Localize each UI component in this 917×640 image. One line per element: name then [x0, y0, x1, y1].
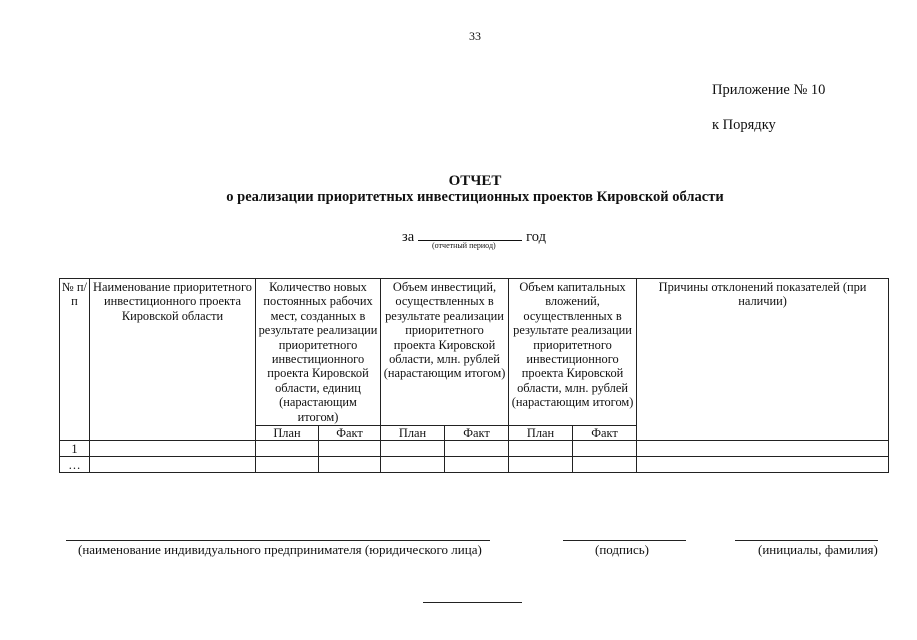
cell-jobs-fact[interactable]: [319, 441, 381, 457]
header-number: № п/п: [60, 279, 90, 441]
initials-caption: (инициалы, фамилия): [758, 542, 878, 557]
subheader-capital-fact: Факт: [573, 426, 637, 441]
page-number: 33: [469, 29, 481, 43]
cell-project-name[interactable]: [90, 457, 256, 473]
row-number: …: [60, 457, 90, 473]
cell-jobs-plan[interactable]: [256, 457, 319, 473]
cell-investments-plan[interactable]: [381, 457, 445, 473]
period-prefix: за: [402, 229, 415, 245]
header-new-jobs: Количество новых постоянных рабочих мест, созданных в результате реализации приоритетного инвестиционного проекта Кировской области, единиц (нарастающим итогом): [256, 279, 381, 426]
report-title: ОТЧЕТ: [448, 173, 502, 189]
appendix-reference: к Порядку: [712, 117, 776, 133]
cell-jobs-plan[interactable]: [256, 441, 319, 457]
header-capital-investments: Объем капитальных вложений, осуществленных в результате реализации приоритетного инвестиционного проекта Кировской области, млн. рублей (нарастающим итогом): [509, 279, 637, 426]
cell-project-name[interactable]: [90, 441, 256, 457]
cell-capital-fact[interactable]: [573, 457, 637, 473]
table-header-row: [60, 279, 889, 426]
cell-investments-fact[interactable]: [445, 457, 509, 473]
period-caption: (отчетный период): [432, 241, 496, 250]
cell-capital-fact[interactable]: [573, 441, 637, 457]
cell-capital-plan[interactable]: [509, 457, 573, 473]
row-number: 1: [60, 441, 90, 457]
page-footer-line: [423, 602, 522, 603]
header-deviation-reasons: Причины отклонений показателей (при наличии): [637, 279, 889, 441]
subheader-jobs-fact: Факт: [319, 426, 381, 441]
subheader-investments-plan: План: [381, 426, 445, 441]
cell-capital-plan[interactable]: [509, 441, 573, 457]
cell-investments-fact[interactable]: [445, 441, 509, 457]
cell-jobs-fact[interactable]: [319, 457, 381, 473]
cell-investments-plan[interactable]: [381, 441, 445, 457]
cell-deviation-reasons[interactable]: [637, 457, 889, 473]
table-row: [60, 457, 889, 473]
subheader-investments-fact: Факт: [445, 426, 509, 441]
initials-line[interactable]: [735, 540, 878, 541]
signature-line[interactable]: [563, 540, 686, 541]
subheader-capital-plan: План: [509, 426, 573, 441]
cell-deviation-reasons[interactable]: [637, 441, 889, 457]
entity-name-line[interactable]: [66, 540, 490, 541]
signature-caption: (подпись): [595, 542, 649, 557]
entity-name-caption: (наименование индивидуального предпринимателя (юридического лица): [78, 542, 482, 557]
report-table: [59, 278, 889, 473]
header-project-name: Наименование приоритетного инвестиционного проекта Кировской области: [90, 279, 256, 441]
subheader-jobs-plan: План: [256, 426, 319, 441]
period-blank-field[interactable]: [418, 227, 522, 241]
appendix-number: Приложение № 10: [712, 82, 826, 98]
report-subtitle: о реализации приоритетных инвестиционных проектов Кировской области: [226, 189, 724, 205]
period-suffix: год: [526, 229, 546, 245]
table-row: [60, 441, 889, 457]
header-investments: Объем инвестиций, осуществленных в результате реализации приоритетного проекта Кировской области, млн. рублей (нарастающим итогом): [381, 279, 509, 426]
